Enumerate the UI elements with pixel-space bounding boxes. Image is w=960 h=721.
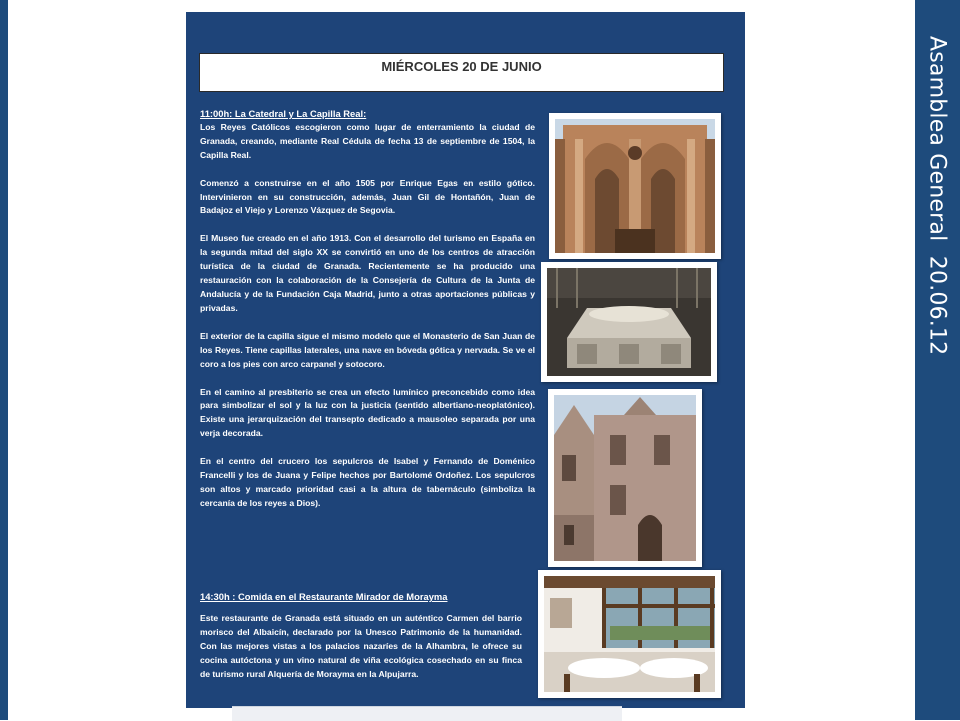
paragraph: Los Reyes Católicos escogieron como lugar de enterramiento la ciudad de Granada, creando, mediante Real Cédula de fecha 13 de septiembre de 1504, la Capilla Real.	[200, 121, 535, 160]
royal-tombs-photo	[541, 262, 717, 382]
cathedral-facade-photo	[549, 113, 721, 259]
section-cathedral	[200, 107, 535, 511]
left-accent-bar	[0, 0, 8, 720]
paragraph: El exterior de la capilla sigue el mismo modelo que el Monasterio de San Juan de los Reyes. Tiene capillas laterales, una nave en bóveda gótica y nervada. Se ve el coro a los pies con arco carpanel y sotocoro.	[200, 330, 535, 369]
section-cathedral-heading: 11:00h: La Catedral y La Capilla Real:	[200, 108, 367, 119]
restaurant-interior-photo	[538, 570, 721, 698]
section-restaurant	[200, 590, 522, 681]
chapel-exterior-photo	[548, 389, 702, 567]
document-page	[186, 12, 745, 708]
paragraph: En el camino al presbiterio se crea un efecto lumínico preconcebido como idea para simbolizar el sol y la luz con la justicia (sentido albertiano-neoplatónico). Existe una jerarquización del transepto dedicado a mausoleo separada por una verja decorada.	[200, 386, 535, 439]
paragraph: Este restaurante de Granada está situado en un auténtico Carmen del barrio morisco del Albaicín, declarado por la Unesco Patrimonio de la humanidad. Con las mejores vistas a los palacios nazaríes de la Alhambra, le ofrece su cocina autóctona y un vino natural de viña ecológica cosechado en su finca de turismo rural Alquería de Morayma en la Alpujarra.	[200, 612, 522, 679]
date-heading: MIÉRCOLES 20 DE JUNIO	[381, 59, 542, 74]
section-restaurant-heading: 14:30h : Comida en el Restaurante Mirador de Morayma	[200, 591, 448, 602]
slide-title: Asamblea General 20.06.12	[924, 36, 950, 356]
paragraph: Comenzó a construirse en el año 1505 por Enrique Egas en estilo gótico. Intervinieron en su construcción, además, Juan Gil de Hontañón, Juan de Badajoz el Viejo y Lorenzo Vázquez de Segovia.	[200, 177, 535, 216]
next-page-edge	[232, 706, 622, 721]
paragraph: En el centro del crucero los sepulcros de Isabel y Fernando de Doménico Francelli y los de Juana y Felipe hechos por Bartolomé Ordoñez. Los sepulcros son altos y marcado prioridad casi a la altura de tabernáculo (simboliza la cercanía de los reyes a Dios).	[200, 456, 535, 508]
date-heading-box	[199, 53, 724, 92]
paragraph: El Museo fue creado en el año 1913. Con el desarrollo del turismo en España en la segunda mitad del siglo XX se convirtió en uno de los centros de atracción turística de la ciudad de Granada. Recientemente se ha producido una restauración con la colaboración de la Consejería de Cultura de la Junta de Andalucía y de la Fundación Caja Madrid, junto a otras aportaciones públicas y privadas.	[200, 233, 535, 313]
